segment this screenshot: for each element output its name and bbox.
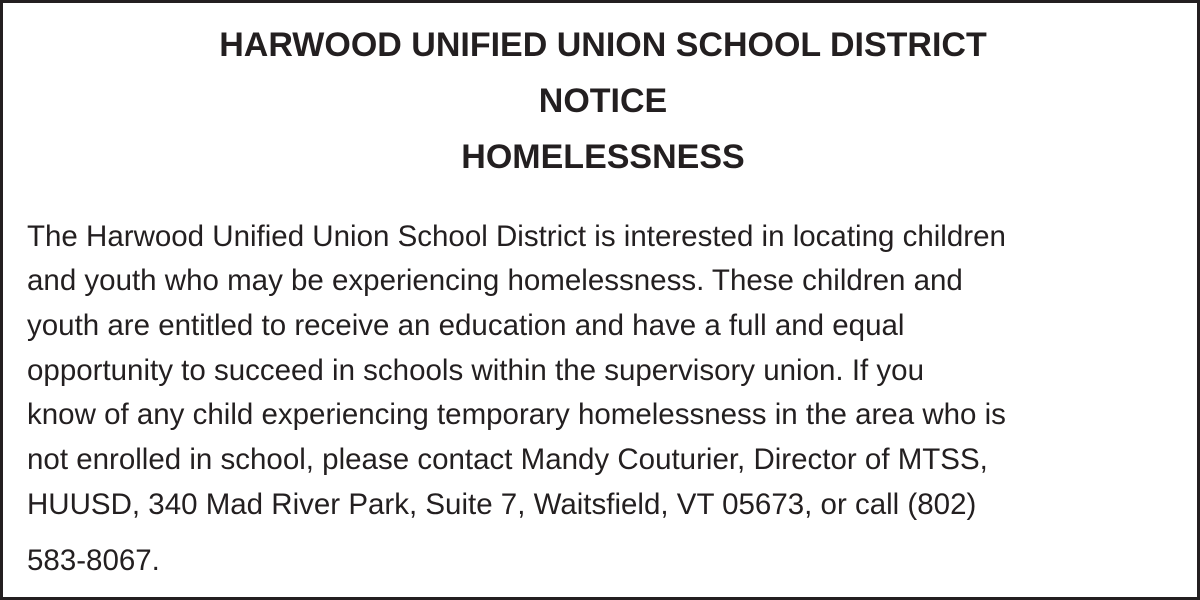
body-line-7: HUUSD, 340 Mad River Park, Suite 7, Waitsfield, VT 05673, or call (802) bbox=[27, 488, 977, 521]
body-line-8: 583-8067. bbox=[27, 544, 160, 577]
body-line-3: youth are entitled to receive an education and have a full and equal bbox=[27, 309, 905, 342]
body-line-1: The Harwood Unified Union School District is interested in locating children bbox=[27, 220, 1006, 253]
notice-heading: NOTICE bbox=[538, 82, 668, 120]
subject-heading: HOMELESSNESS bbox=[461, 138, 745, 176]
body-line-5: know of any child experiencing temporary homelessness in the area who is bbox=[27, 398, 1006, 431]
district-name-heading: HARWOOD UNIFIED UNION SCHOOL DISTRICT bbox=[219, 26, 987, 64]
body-line-6: not enrolled in school, please contact Mandy Couturier, Director of MTSS, bbox=[27, 443, 988, 476]
body-line-4: opportunity to succeed in schools within the supervisory union. If you bbox=[27, 354, 924, 387]
body-line-2: and youth who may be experiencing homelessness. These children and bbox=[27, 264, 963, 297]
